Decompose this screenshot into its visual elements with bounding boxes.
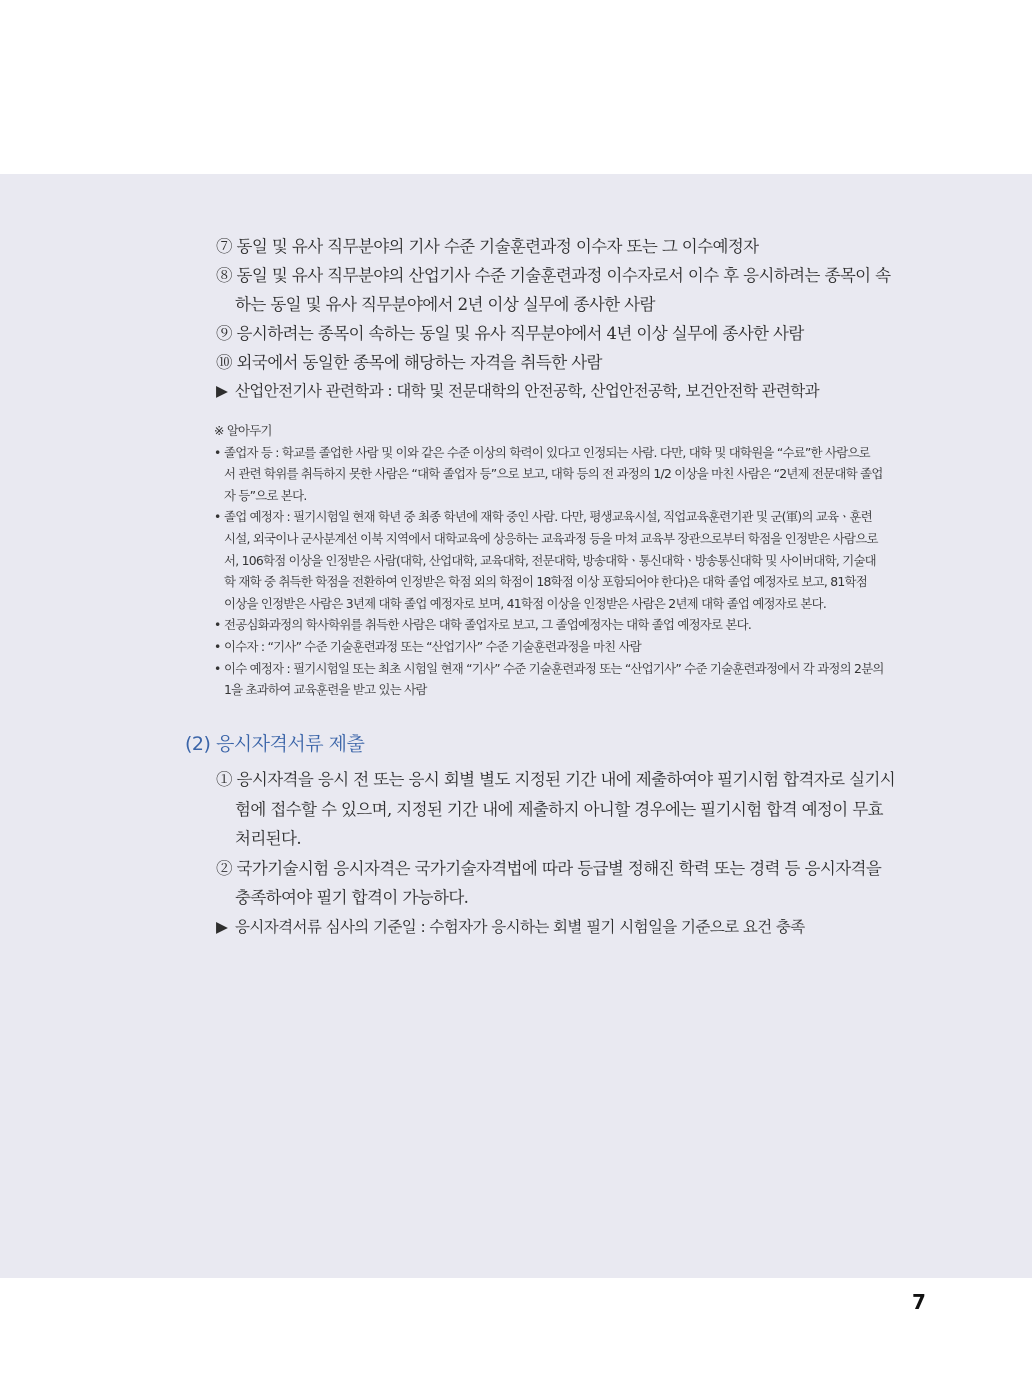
list-item: ② 국가기술시험 응시자격은 국가기술자격법에 따라 등급별 정해진 학력 또는 경력 등 응시자격을 충족하여야 필기 합격이 가능하다. <box>216 858 882 907</box>
note-item: • 이수 예정자 : 필기시험일 또는 최초 시험일 현재 “기사” 수준 기술훈련과정 또는 “산업기사” 수준 기술훈련과정에서 각 과정의 2분의 1을 초과하여 교육훈련을 받고 있는 사람 <box>214 658 930 701</box>
note-item: • 졸업 예정자 : 필기시험일 현재 학년 중 최종 학년에 재학 중인 사람. 다만, 평생교육시설, 직업교육훈련기관 및 군(軍)의 교육ㆍ훈련 시설, 외국이나 군사분계선 이북 지역에서 대학교육에 상응하는 교육과정 등을 마쳐 교육부 장관으로부터 학점을 인정받은 사람으로 서, 106학점 이상을 인정받은 사람(대학, 산업대학, 교육대학, 전문대학, 방송대학ㆍ통신대학ㆍ방송통신대학 및 사이버대학, 기술대 학 재학 중 취득한 학점을 전환하여 인정받은 학점 외의 학점이 18학점 이상 포함되어야 한다)은 대학 졸업 예정자로 보고, 81학점 이상을 인정받은 사람은 3년제 대학 졸업 예정자로 보며, 41학점 이상을 인정받은 사람은 2년제 대학 졸업 예정자로 본다. <box>214 506 930 614</box>
list-item: ⑨ 응시하려는 종목이 속하는 동일 및 유사 직무분야에서 4년 이상 실무에 종사한 사람 <box>216 324 804 343</box>
notes-section <box>214 420 930 701</box>
notes-heading: ※ 알아두기 <box>214 423 272 438</box>
document-submission-list <box>216 765 928 942</box>
criteria-date-note: ▶ 응시자격서류 심사의 기준일 : 수험자가 응시하는 회별 필기 시험일을 기준으로 요건 충족 <box>216 913 928 942</box>
related-department: ▶ 산업안전기사 관련학과 : 대학 및 전문대학의 안전공학, 산업안전공학, 보건안전학 관련학과 <box>216 377 928 406</box>
bullet-icon: • <box>214 617 221 633</box>
note-item: • 졸업자 등 : 학교를 졸업한 사람 및 이와 같은 수준 이상의 학력이 있다고 인정되는 사람. 다만, 대학 및 대학원을 “수료”한 사람으로 서 관련 학위를 취득하지 못한 사람은 “대학 졸업자 등”으로 보고, 대학 등의 전 과정의 1/2 이상을 마친 사람은 “2년제 전문대학 졸업 자 등”으로 본다. <box>214 442 930 507</box>
note-item: • 전공심화과정의 학사학위를 취득한 사람은 대학 졸업자로 보고, 그 졸업예정자는 대학 졸업 예정자로 본다. <box>214 614 930 636</box>
bullet-icon: • <box>214 638 221 654</box>
qualification-list <box>216 232 928 406</box>
page-number: 7 <box>912 1290 926 1314</box>
triangle-right-icon: ▶ <box>216 917 228 936</box>
bullet-icon: • <box>214 660 221 676</box>
list-item: ① 응시자격을 응시 전 또는 응시 회별 별도 지정된 기간 내에 제출하여야 필기시험 합격자로 실기시 험에 접수할 수 있으며, 지정된 기간 내에 제출하지 아니할 경우에는 필기시험 합격 예정이 무효 처리된다. <box>216 770 896 848</box>
list-item: ⑧ 동일 및 유사 직무분야의 산업기사 수준 기술훈련과정 이수자로서 이수 후 응시하려는 종목이 속 하는 동일 및 유사 직무분야에서 2년 이상 실무에 종사한 사람 <box>216 266 891 314</box>
list-item: ⑦ 동일 및 유사 직무분야의 기사 수준 기술훈련과정 이수자 또는 그 이수예정자 <box>216 237 759 256</box>
section-title: (2) 응시자격서류 제출 <box>185 733 365 755</box>
bullet-icon: • <box>214 509 221 525</box>
triangle-right-icon: ▶ <box>216 382 228 400</box>
note-item: • 이수자 : “기사” 수준 기술훈련과정 또는 “산업기사” 수준 기술훈련과정을 마친 사람 <box>214 636 930 658</box>
list-item: ⑩ 외국에서 동일한 종목에 해당하는 자격을 취득한 사람 <box>216 353 602 372</box>
bullet-icon: • <box>214 444 221 460</box>
